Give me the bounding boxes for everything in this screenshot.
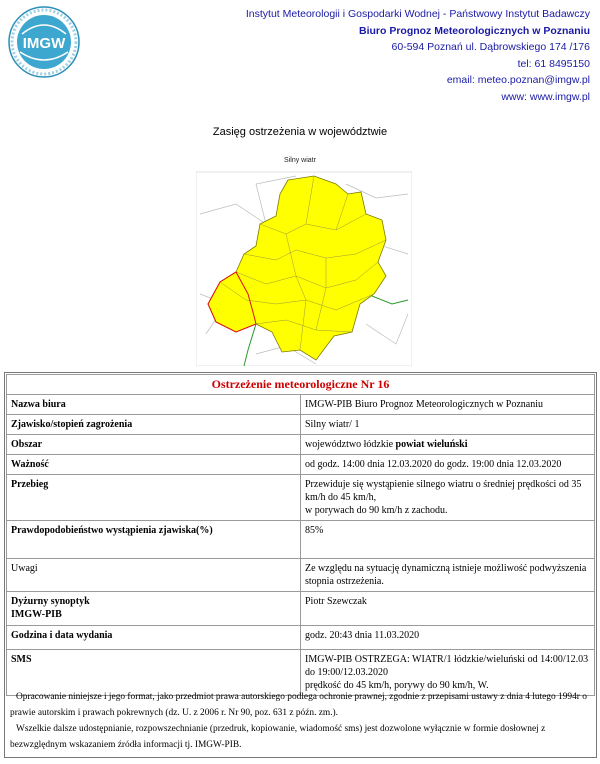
warning-table (6, 374, 595, 696)
copyright-paragraph: Opracowanie niniejsze i jego format, jako przedmiot prawa autorskiego podlega ochronie prawnej, zgodnie z przepisami ustawy z dnia 4 lutego 1994r o prawie autorskim i prawach pokrewnych (dz. U. z 2006 r. Nr 90, poz. 631 z późn. zm.). (10, 692, 587, 718)
row-value: 85% (301, 521, 595, 559)
table-row (7, 592, 595, 626)
row-value-line: w porywach do 90 km/h z zachodu. (305, 505, 448, 516)
row-value-line: Przewiduje się wystąpienie silnego wiatru o średniej prędkości od 35 km/h do 45 km/h, (305, 479, 582, 503)
copyright-note (10, 689, 592, 753)
office-phone: tel: 61 8495150 (517, 57, 590, 70)
row-label-line: IMGW-PIB (11, 609, 62, 620)
row-value: od godz. 14:00 dnia 12.03.2020 do godz. 19:00 dnia 12.03.2020 (301, 455, 595, 475)
table-row (7, 415, 595, 435)
org-name: Instytut Meteorologii i Gospodarki Wodnej - Państwowy Instytut Badawczy (245, 8, 590, 20)
table-row (7, 559, 595, 592)
row-value: Silny wiatr/ 1 (301, 415, 595, 435)
table-row (7, 395, 595, 415)
row-label: Prawdopodobieństwo wystąpienia zjawiska(%) (7, 521, 301, 559)
row-value: godz. 20:43 dnia 11.03.2020 (301, 626, 595, 650)
area-county: powiat wieluński (395, 439, 468, 450)
row-value: Ze względu na sytuację dynamiczną istnieje możliwość podwyższenia stopnia ostrzeżenia. (301, 559, 595, 592)
table-row (7, 455, 595, 475)
table-row (7, 626, 595, 650)
table-row (7, 521, 595, 559)
office-name: Biuro Prognoz Meteorologicznych w Poznaniu (358, 24, 590, 37)
row-label: Uwagi (7, 559, 301, 592)
row-value-line: prędkość do 45 km/h, porywy do 90 km/h, W. (305, 680, 489, 691)
table-row (7, 475, 595, 521)
office-email[interactable]: email: meteo.poznan@imgw.pl (446, 74, 590, 87)
row-value-line: IMGW-PIB OSTRZEGA: WIATR/1 łódzkie/wieluński od 14:00/12.03 do 19:00/12.03.2020 (305, 654, 589, 678)
row-value: IMGW-PIB Biuro Prognoz Meteorologicznych w Poznaniu (301, 395, 595, 415)
office-header (246, 6, 590, 106)
row-label: Ważność (7, 455, 301, 475)
table-row (7, 435, 595, 455)
row-label: SMS (7, 650, 301, 696)
warning-title: Ostrzeżenie meteorologiczne Nr 16 (7, 375, 595, 395)
map-title: Zasięg ostrzeżenia w województwie (212, 126, 388, 138)
area-voivodeship: województwo łódzkie (305, 439, 396, 450)
row-label: Przebieg (7, 475, 301, 521)
row-label: Zjawisko/stopień zagrożenia (7, 415, 301, 435)
row-value (301, 475, 595, 521)
office-address: 60-594 Poznań ul. Dąbrowskiego 174 /176 (391, 41, 590, 54)
map-subtitle: Silny wiatr (284, 157, 316, 164)
row-label (7, 592, 301, 626)
office-website[interactable]: www: www.imgw.pl (501, 90, 590, 103)
row-label-line: Dyżurny synoptyk (11, 596, 90, 607)
row-value: Piotr Szewczak (301, 592, 595, 626)
voivodeship-map (196, 154, 412, 366)
row-value (301, 435, 595, 455)
distribution-paragraph: Wszelkie dalsze udostępnianie, rozpowszechnianie (przedruk, kopiowanie, wiadomość sms) jest dozwolone wyłącznie w formie dosłownej z bezwzględnym wskazaniem źródła informacji tj. IMGW-PIB. (10, 724, 546, 750)
row-label: Godzina i data wydania (7, 626, 301, 650)
logo-text: IMGW (22, 35, 66, 52)
row-label: Obszar (7, 435, 301, 455)
imgw-logo (8, 6, 80, 88)
row-label: Nazwa biura (7, 395, 301, 415)
